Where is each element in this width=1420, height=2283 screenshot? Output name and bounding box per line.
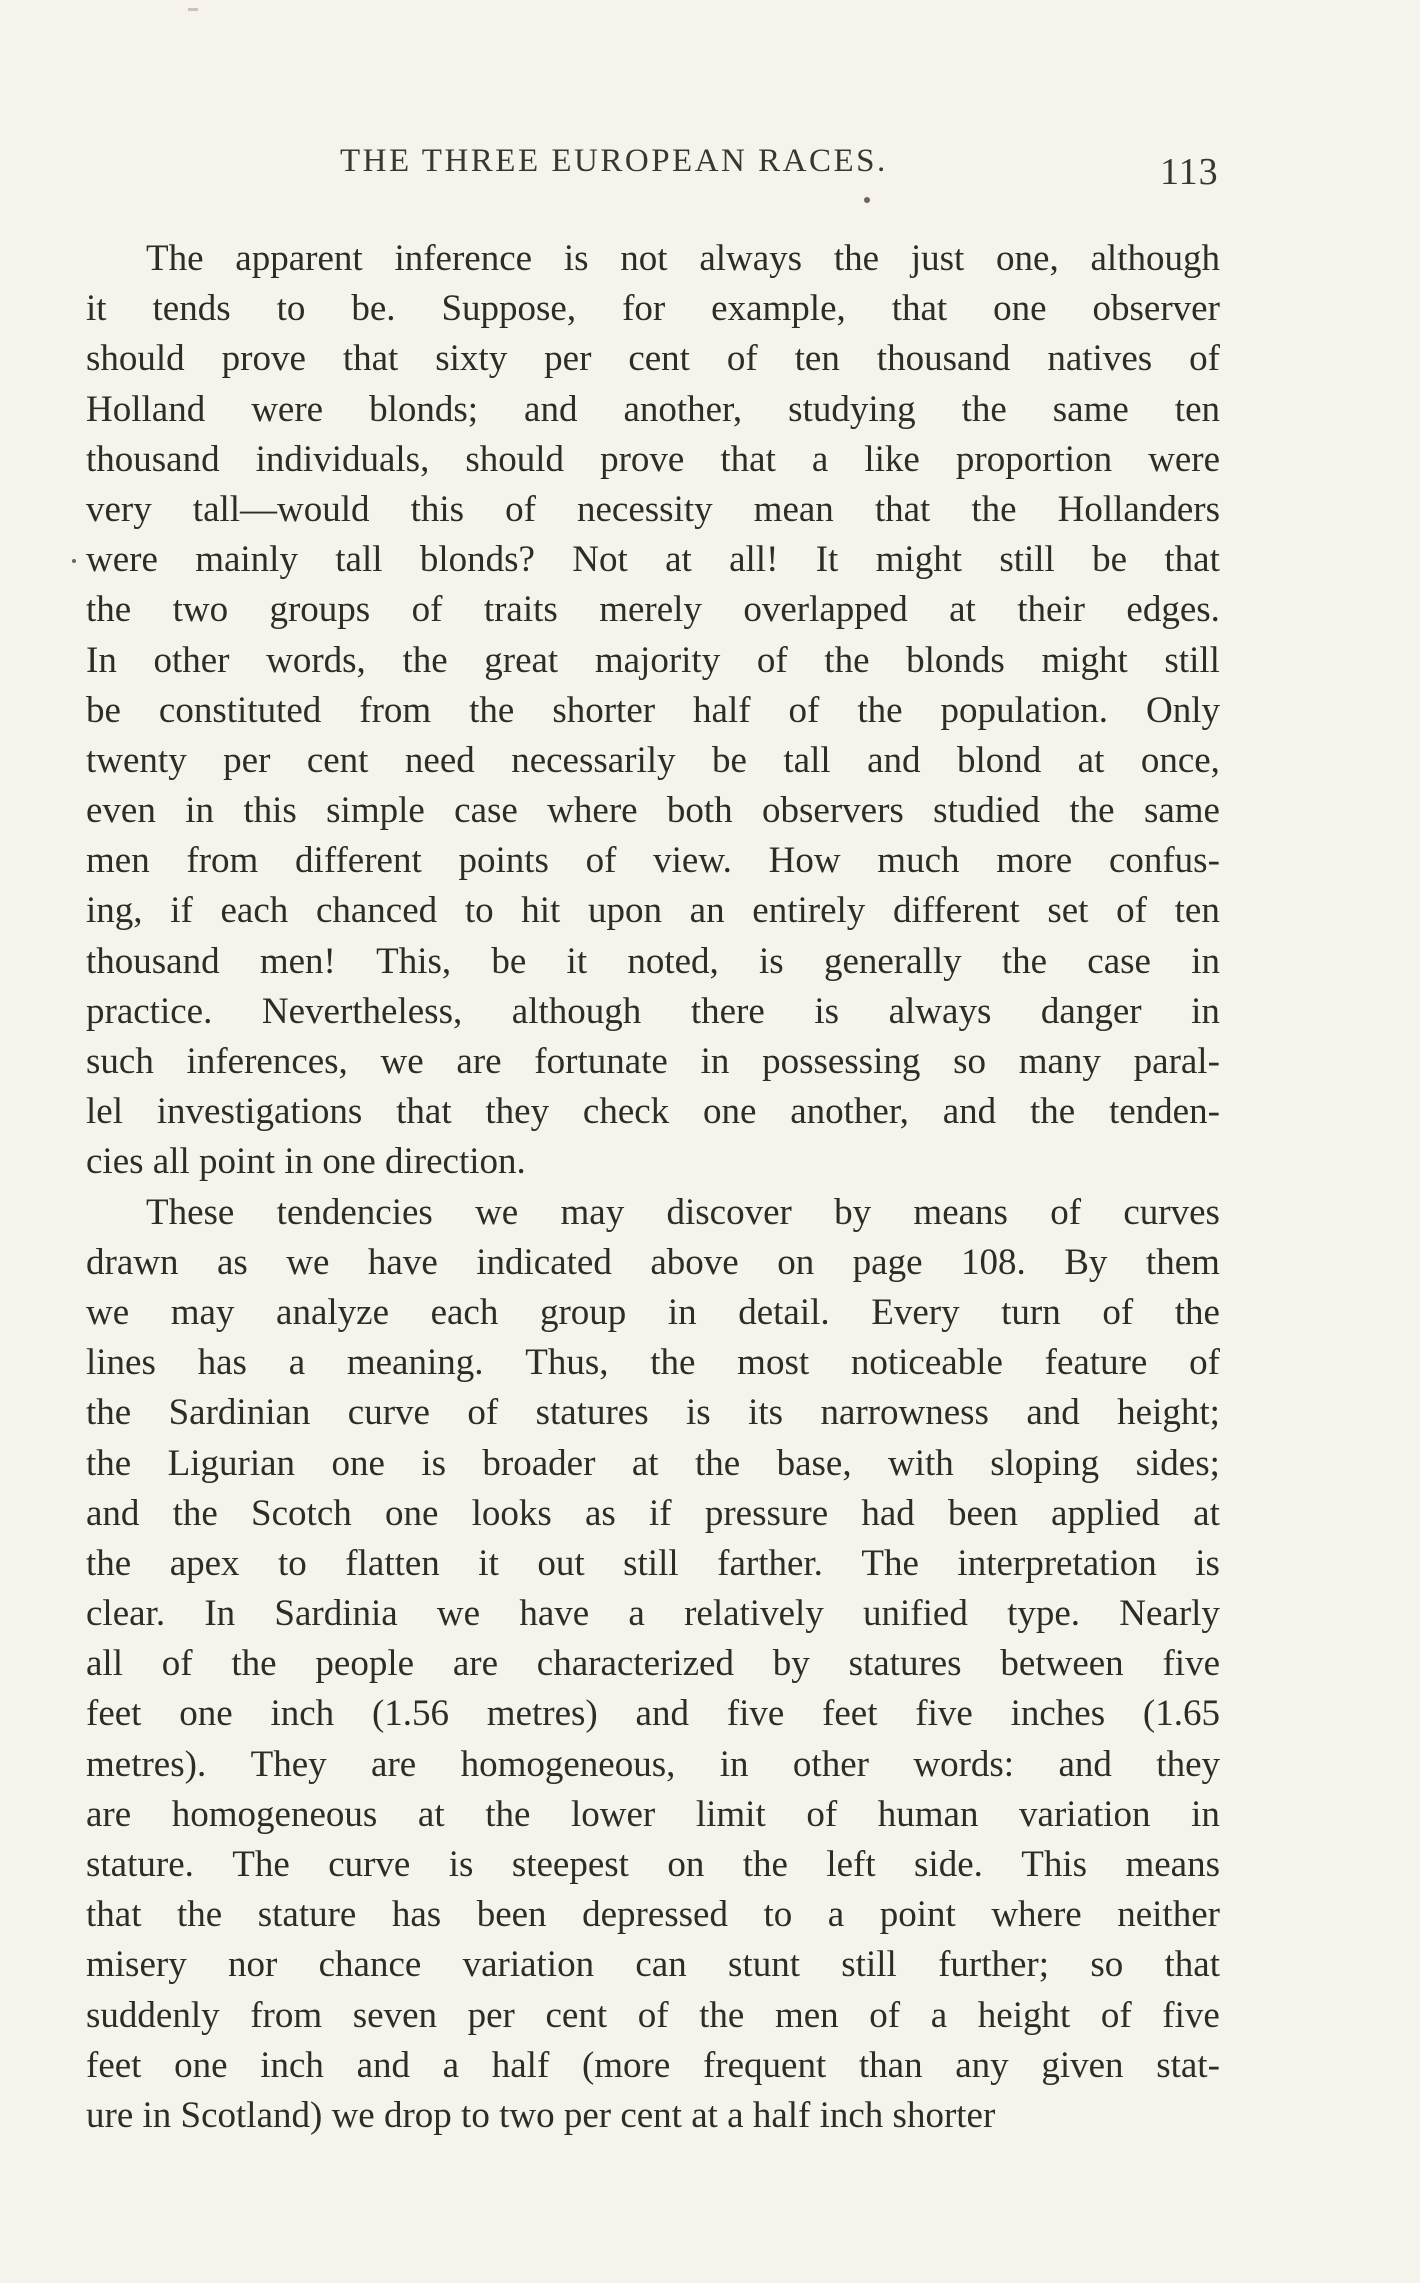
text-line: are homogeneous at the lower limit of human variation in [86,1793,1220,1835]
text-line: the apex to flatten it out still farther. The interpretation is [86,1542,1220,1584]
text-line: metres). They are homogeneous, in other words: and they [86,1743,1220,1785]
paragraph [86,234,1220,1188]
text-line: clear. In Sardinia we have a relatively unified type. Nearly [86,1593,1220,1635]
text-line: men from different points of view. How much more confus- [86,840,1220,882]
running-title: THE THREE EUROPEAN RACES. [340,143,888,179]
page-number: 113 [1160,151,1219,193]
text-line: misery nor chance variation can stunt still further; so that [86,1944,1220,1986]
text-line: were mainly tall blonds? Not at all! It might still be that [86,539,1220,581]
text-line: ing, if each chanced to hit upon an entirely different set of ten [86,890,1220,932]
text-line: such inferences, we are fortunate in possessing so many paral- [86,1041,1220,1082]
text-line: These tendencies we may discover by means of curves [146,1191,1220,1233]
text-line: very tall—would this of necessity mean that the Hollanders [86,488,1220,530]
text-line: we may analyze each group in detail. Every turn of the [86,1291,1220,1333]
body-text [86,234,1220,2141]
text-line: twenty per cent need necessarily be tall and blond at once, [86,739,1220,781]
text-line: drawn as we have indicated above on page 108. By them [86,1241,1220,1283]
text-line: all of the people are characterized by statures between five [86,1643,1220,1685]
scan-smudge [188,8,198,11]
scan-speck [864,197,870,203]
text-line: thousand individuals, should prove that a like proportion were [86,438,1220,480]
text-line: ure in Scotland) we drop to two per cent at a half inch shorter [86,2094,996,2136]
text-line: it tends to be. Suppose, for example, that one observer [86,288,1220,330]
text-line: feet one inch and a half (more frequent than any given stat- [86,2044,1220,2086]
text-line: thousand men! This, be it noted, is generally the case in [86,940,1220,982]
text-line: even in this simple case where both observers studied the same [86,790,1220,832]
text-line: be constituted from the shorter half of the population. Only [86,689,1220,731]
text-line: the two groups of traits merely overlapped at their edges. [86,589,1220,631]
text-line: the Sardinian curve of statures is its narrowness and height; [86,1392,1220,1434]
text-line: stature. The curve is steepest on the left side. This means [86,1844,1220,1885]
text-line: lel investigations that they check one another, and the tenden- [86,1091,1220,1133]
text-line: The apparent inference is not always the just one, although [146,238,1220,279]
text-line: cies all point in one direction. [86,1141,526,1183]
text-line: and the Scotch one looks as if pressure had been applied at [86,1492,1220,1534]
text-line: suddenly from seven per cent of the men of a height of five [86,1994,1220,2036]
text-line: In other words, the great majority of the blonds might still [86,639,1220,681]
text-line: feet one inch (1.56 metres) and five feet five inches (1.65 [86,1693,1220,1735]
text-line: practice. Nevertheless, although there is always danger in [86,990,1220,1032]
text-line: the Ligurian one is broader at the base, with sloping sides; [86,1442,1220,1484]
text-line: lines has a meaning. Thus, the most noticeable feature of [86,1342,1220,1384]
text-line: Holland were blonds; and another, studying the same ten [86,388,1220,430]
text-line: should prove that sixty per cent of ten thousand natives of [86,338,1220,380]
text-line: that the stature has been depressed to a point where neither [86,1894,1220,1936]
scan-speck [72,559,76,563]
paragraph [86,1188,1220,2142]
